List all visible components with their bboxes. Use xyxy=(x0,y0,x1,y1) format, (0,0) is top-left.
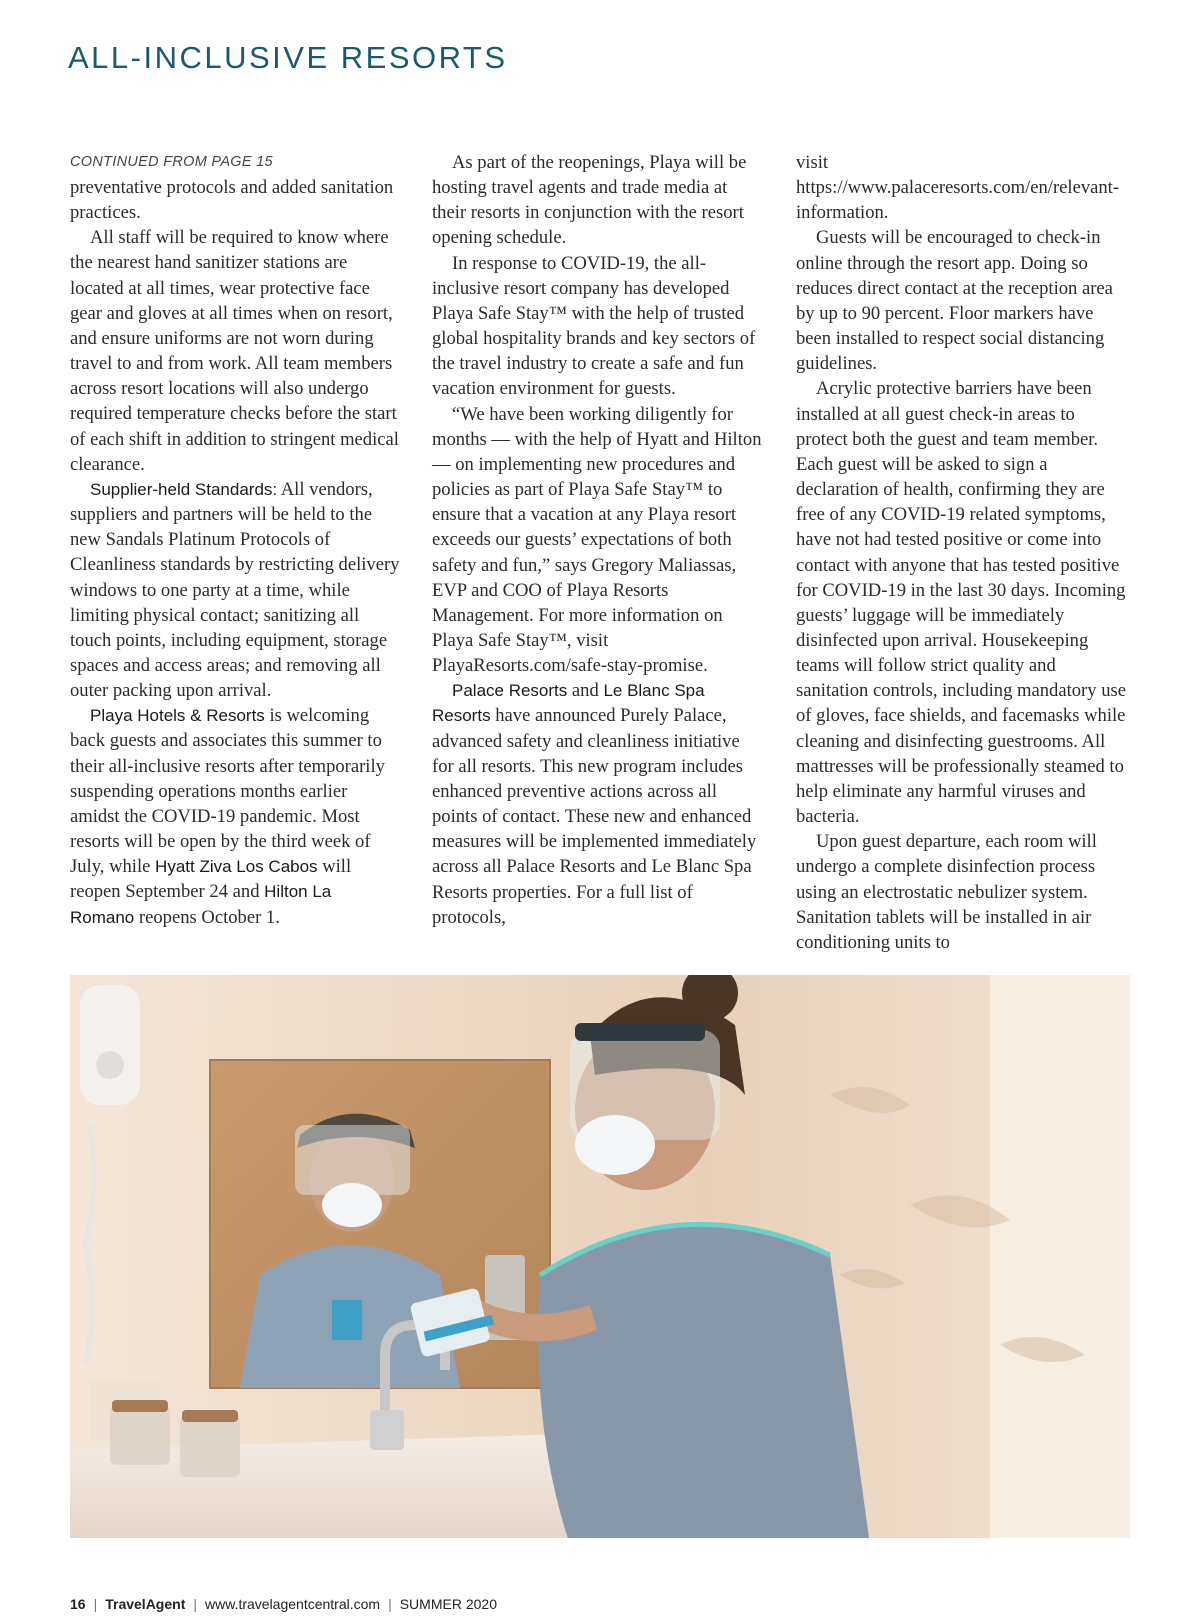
issue-label: SUMMER 2020 xyxy=(399,1596,497,1612)
paragraph: Guests will be encouraged to check-in online through the resort app. Doing so reduces direct contact at the reception area by up to 90 percent. Floor markers have been installed to respect social distancing guidelines. xyxy=(796,227,1113,375)
article-column-2 xyxy=(432,150,762,930)
publication-brand: TravelAgent xyxy=(105,1596,186,1612)
brand-le-blanc: Le Blanc Spa Resorts xyxy=(432,681,705,726)
paragraph: Acrylic protective barriers have been installed at all guest check-in areas to protect both the guest and team member. Each guest will be asked to sign a declaration of health, confirming they are free of any COVID-19 related symptoms, have not had tested positive or come into contact with anyone that has tested positive for COVID-19 in the last 30 days. Incoming guests’ luggage will be immediately disinfected upon arrival. Housekeeping teams will follow strict quality and sanitation controls, including mandatory use of gloves, face shields, and facemasks while cleaning and disinfecting guestrooms. All mattresses will be professionally steamed to help eliminate any harmful viruses and bacteria. xyxy=(796,378,1126,828)
paragraph: Upon guest departure, each room will undergo a complete disinfection process using an electrostatic nebulizer system. Sanitation tablets will be installed in air conditioning units to xyxy=(796,831,1097,953)
section-title: ALL-INCLUSIVE RESORTS xyxy=(68,40,508,75)
footer-divider: | xyxy=(388,1596,392,1612)
paragraph: preventative protocols and added sanitation practices. xyxy=(70,177,394,224)
paragraph: “We have been working diligently for months — with the help of Hyatt and Hilton — on implementing new procedures and policies as part of Playa Safe Stay™ to ensure that a vacation at any Playa resort exceeds our guests’ expectations of both safety and fun,” says Gregory Maliassas, EVP and COO of Playa Resorts Management. For more information on Playa Safe Stay™, visit PlayaResorts.com/safe-stay-promise. xyxy=(432,403,762,677)
paragraph: Supplier-held Standards: All vendors, suppliers and partners will be held to the new Sandals Platinum Protocols of Cleanliness standards by restricting delivery windows to one party at a time, while limiting physical contact; sanitizing all touch points, including equipment, storage spaces and access areas; and removing all outer packing upon arrival. xyxy=(70,478,400,702)
brand-playa: Playa Hotels & Resorts xyxy=(90,706,265,726)
brand-hilton: Hilton La Romano xyxy=(70,882,332,927)
article-column-3 xyxy=(796,150,1131,955)
paragraph: As part of the reopenings, Playa will be hosting travel agents and trade media at their resorts in conjunction with the resort opening schedule. xyxy=(432,152,747,249)
footer-divider: | xyxy=(93,1596,98,1612)
brand-hyatt-ziva: Hyatt Ziva Los Cabos xyxy=(155,857,318,877)
page-number: 16 xyxy=(70,1596,86,1612)
publication-url: www.travelagentcentral.com xyxy=(205,1596,381,1612)
page-footer xyxy=(70,1596,497,1612)
paragraph: Palace Resorts and Le Blanc Spa Resorts have announced Purely Palace, advanced safety and cleanliness initiative for all resorts. This new program includes enhanced preventive actions across all points of contact. These new and enhanced measures will be implemented immediately across all Palace Resorts and Le Blanc Spa Resorts properties. For a full list of protocols, xyxy=(432,680,757,928)
footer-divider: | xyxy=(193,1596,197,1612)
continued-note: CONTINUED FROM PAGE 15 xyxy=(70,154,273,170)
article-column-1 xyxy=(70,150,400,930)
paragraph: All staff will be required to know where the nearest hand sanitizer stations are located at all times, wear protective face gear and gloves at all times when on resort, and ensure uniforms are not worn during travel to and from work. All team members across resort locations will also undergo required temperature checks before the start of each shift in addition to stringent medical clearance. xyxy=(70,227,399,475)
subhead-supplier-standards: Supplier-held Standards: xyxy=(90,479,278,499)
paragraph: Playa Hotels & Resorts is welcoming back guests and associates this summer to their all-inclusive resorts after temporarily suspending operations months earlier amidst the COVID-19 pandemic. Most resorts will be open by the third week of July, while Hyatt Ziva Los Cabos will reopen September 24 and Hilton La Romano reopens October 1. xyxy=(70,705,385,928)
article-photo-housekeeper xyxy=(70,975,1130,1538)
paragraph: visit https://www.palaceresorts.com/en/relevant-information. xyxy=(796,152,1120,224)
brand-palace: Palace Resorts xyxy=(452,681,568,701)
paragraph: In response to COVID-19, the all-inclusive resort company has developed Playa Safe Stay™ with the help of trusted global hospitality brands and key sectors of the travel industry to create a safe and fun vacation environment for guests. xyxy=(432,252,756,400)
